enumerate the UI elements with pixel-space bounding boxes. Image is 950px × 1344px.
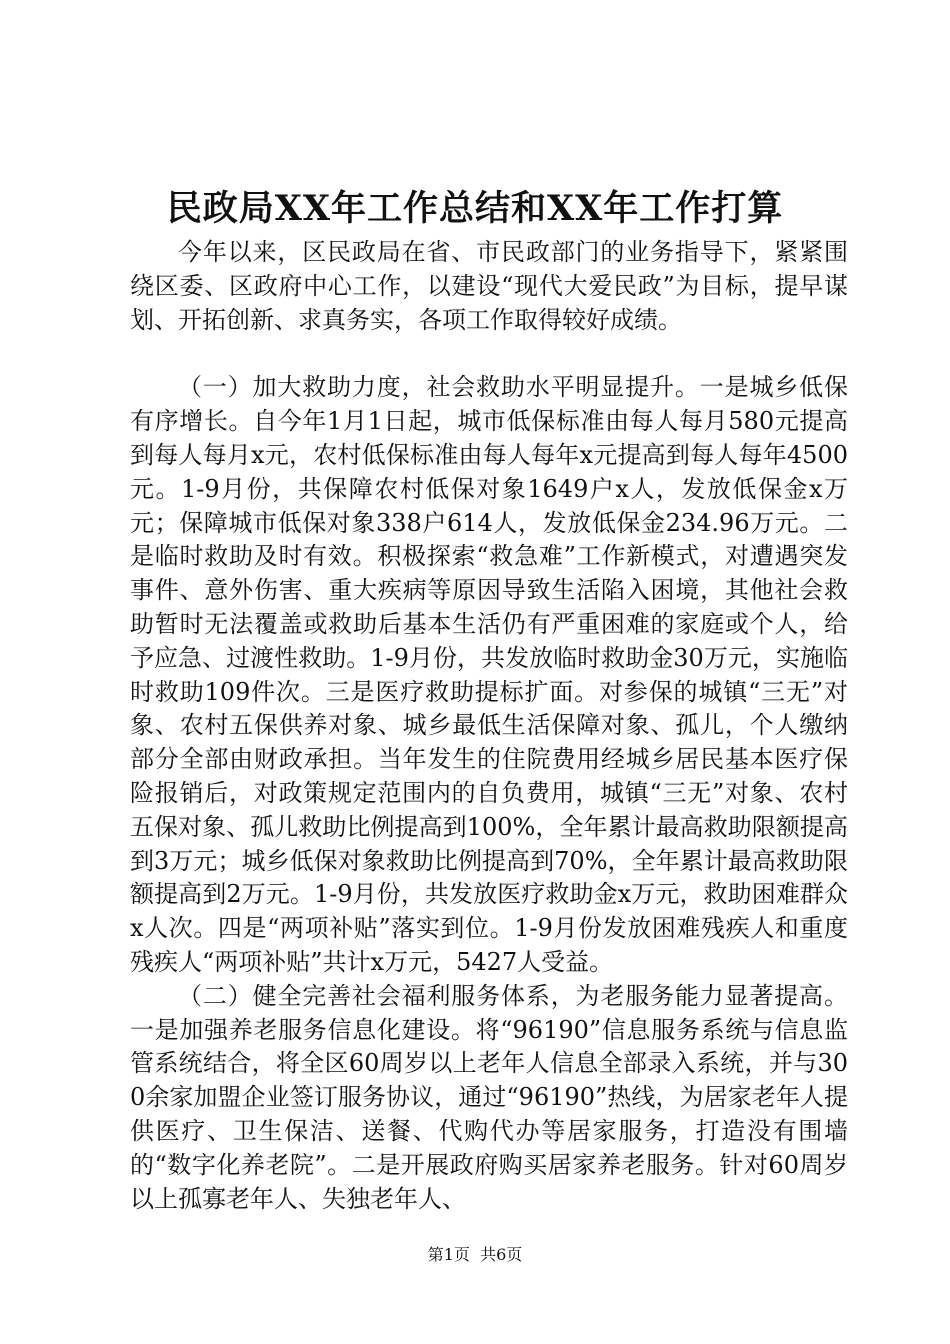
page-number: 第1页 共6页 <box>427 1245 523 1264</box>
paragraph-intro: 今年以来，区民政局在省、市民政部门的业务指导下，紧紧围绕区委、区政府中心工作，以建设“现代大爱民政”为目标，提早谋划、开拓创新、求真务实，各项工作取得较好成绩。 <box>130 238 848 334</box>
document-title: 民政局XX年工作总结和XX年工作打算 <box>166 188 784 229</box>
document-body <box>130 236 848 1216</box>
page-footer <box>0 1244 950 1266</box>
paragraph-welfare-services: （二）健全完善社会福利服务体系，为老服务能力显著提高。一是加强养老服务信息化建设。将“96190”信息服务系统与信息监管系统结合，将全区60周岁以上老年人信息全部录入系统，并与300余家加盟企业签订服务协议，通过“96190”热线，为居家老年人提供医疗、卫生保洁、送餐、代购代办等居家服务，打造没有围墙的“数字化养老院”。二是开展政府购买居家养老服务。针对60周岁以上孤寡老年人、失独老年人、 <box>130 981 848 1213</box>
paragraph-social-assistance: （一）加大救助力度，社会救助水平明显提升。一是城乡低保有序增长。自今年1月1日起，城市低保标准由每人每月580元提高到每人每月x元，农村低保标准由每人每年x元提高到每人每年4500元。1-9月份，共保障农村低保对象1649户x人，发放低保金x万元；保障城市低保对象338户614人，发放低保金234.96万元。二是临时救助及时有效。积极探索“救急难”工作新模式，对遭遇突发事件、意外伤害、重大疾病等原因导致生活陷入困境，其他社会救助暂时无法覆盖或救助后基本生活仍有严重困难的家庭或个人，给予应急、过渡性救助。1-9月份，共发放临时救助金30万元，实施临时救助109件次。三是医疗救助提标扩面。对参保的城镇“三无”对象、农村五保供养对象、城乡最低生活保障对象、孤儿，个人缴纳部分全部由财政承担。当年发生的住院费用经城乡居民基本医疗保险报销后，对政策规定范围内的自负费用，城镇“三无”对象、农村五保对象、孤儿救助比例提高到100%，全年累计最高救助限额提高到3万元；城乡低保对象救助比例提高到70%，全年累计最高救助限额提高到2万元。1-9月份，共发放医疗救助金x万元，救助困难群众x人次。四是“两项补贴”落实到位。1-9月份发放困难残疾人和重度残疾人“两项补贴”共计x万元，5427人受益。 <box>130 373 848 976</box>
